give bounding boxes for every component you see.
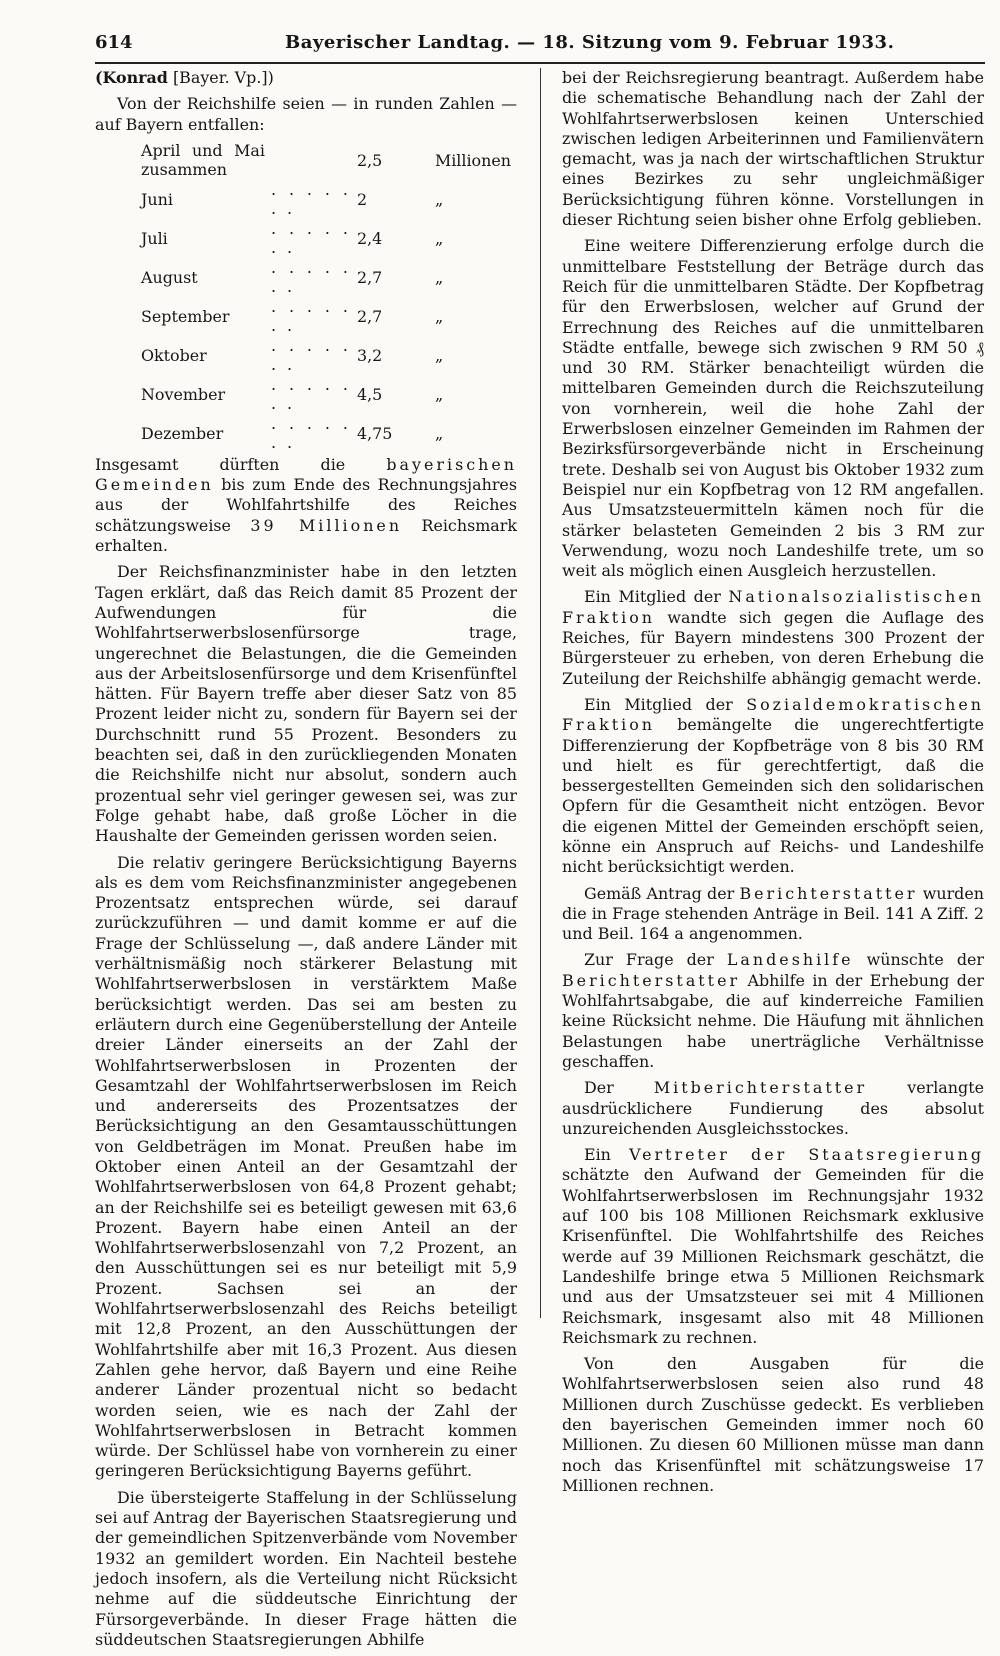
payout-amount: 4,75 bbox=[356, 423, 393, 443]
paragraph-nationalsozialisten: Ein Mitglied der Nationalsozialistischen Fraktion wandte sich gegen die Auflage des Reiches, für Bayern mindestens 300 Prozent der Bürgersteuer zu erheben, von deren Erhebung die Zuteilung der Reichshilfe abhängig gemacht werde. bbox=[562, 587, 984, 688]
right-column bbox=[562, 68, 984, 1502]
payout-month: August bbox=[141, 267, 198, 287]
payout-amount: 2,7 bbox=[356, 267, 383, 287]
payout-unit: „ bbox=[434, 345, 444, 365]
payout-month: April und Mai zusammen bbox=[141, 140, 265, 180]
paragraph-staffelung: Die übersteigerte Staffelung in der Schlüsselung sei auf Antrag der Bayerischen Staatsregierung und der gemeindlichen Spitzenverbände vom November 1932 an gemildert worden. Ein Nachteil bestehe jedoch insofern, als die Verteilung nicht Rücksicht nehme auf die süddeutsche Einrichtung der Fürsorgeverbände. In dieser Frage hätten die süddeutschen Staatsregierungen Abhilfe bbox=[95, 1487, 517, 1649]
page-header bbox=[95, 28, 985, 64]
payout-leader: . . . . . . . bbox=[270, 179, 351, 219]
payout-leader: . . . . . . . bbox=[270, 257, 351, 297]
speaker-party: [Bayer. Vp.]) bbox=[172, 68, 274, 87]
payout-month: Oktober bbox=[141, 345, 207, 365]
payout-row bbox=[141, 375, 517, 414]
paragraph-total: Insgesamt dürften die bayerischen Gemeinden bis zum Ende des Rechnungsjahres aus der Wohlfahrtshilfe des Reiches schätzungsweise 39 Millionen Reichsmark erhalten. bbox=[95, 454, 517, 556]
payout-row bbox=[141, 414, 517, 453]
payout-leader: . . . . . . . bbox=[270, 296, 351, 336]
paragraph-berucksichtigung: Die relativ geringere Berücksichtigung Bayerns als es dem vom Reichsfinanzminister angegebenen Prozentsatz entsprechen würde, sei darauf zurückzuführen — und damit komme er auf die Frage der Schlüsselung —, daß andere Länder mit verhältnismäßig noch stärkerer Belastung mit Wohlfahrtserwerbslosen in verstärktem Maße berücksichtigt werden. Das sei am besten zu erläutern durch eine Gegenüberstellung der Anteile dreier Länder einerseits an der Zahl der Wohlfahrtserwerbslosen in Prozenten der Gesamtzahl der Wohlfahrtserwerbslosen im Reich und andererseits des Prozentsatzes der Berücksichtigung an den Gesamtausschüttungen von Geldbeträgen im Monat. Preußen habe im Oktober einen Anteil an der Gesamtzahl der Wohlfahrtserwerbslosen von 64,8 Prozent gehabt; an der Reichshilfe sei es beteiligt gewesen mit 63,6 Prozent. Bayern habe einen Anteil an der Wohlfahrtserwerbslosenzahl von 7,2 Prozent, an den Ausschüttungen sei es nur beteiligt mit 5,9 Prozent. Sachsen sei an der Wohlfahrtserwerbslosenzahl des Reichs beteiligt mit 12,8 Prozent, an den Ausschüttungen der Wohlfahrtshilfe aber mit 16,3 Prozent. Aus diesen Zahlen gehe hervor, daß Bayern und eine Reihe anderer Länder prozentual nicht so bedacht worden seien, wie es nach der Zahl der Wohlfahrtserwerbslosen in Betracht kommen würde. Der Schlüssel habe von vornherein zu einer geringeren Berücksichtigung Bayerns geführt. bbox=[95, 852, 517, 1481]
payout-leader: . . . . . . . bbox=[270, 335, 351, 375]
payout-row bbox=[141, 180, 517, 219]
running-head: Bayerischer Landtag. — 18. Sitzung vom 9. Februar 1933. bbox=[285, 32, 895, 53]
paragraph-differenzierung: Eine weitere Differenzierung erfolge durch die unmittelbare Feststellung der Beträge durch das Reich für die unmittelbaren Städte. Der Kopfbetrag für den Erwerbslosen, welcher auf Grund der Errechnung des Reiches auf die unmittelbaren Städte entfalle, bewege sich zwischen 9 RM 50 ₰ und 30 RM. Stärker benachteiligt würden die mittelbaren Gemeinden durch die Reichszuteilung von vornherein, weil die hohe Zahl der Erwerbslosen einzelner Gemeinden im Rahmen der Bezirksfürsorgeverbände nicht in Erscheinung trete. Deshalb sei von August bis Oktober 1932 zum Beispiel nur ein Kopfbetrag von 12 RM angefallen. Aus Umsatzsteuermitteln kämen noch für die stärker belasteten Gemeinden 2 bis 3 RM zur Verwendung, wozu noch Landeshilfe trete, um so weit als möglich einen Ausgleich herzustellen. bbox=[562, 236, 984, 581]
paragraph-intro: Von der Reichshilfe seien — in runden Zahlen — auf Bayern entfallen: bbox=[95, 94, 517, 134]
payout-month: November bbox=[141, 384, 226, 404]
payout-month: Juni bbox=[141, 189, 173, 209]
payout-row bbox=[141, 336, 517, 375]
payout-amount: 2,5 bbox=[356, 150, 383, 170]
paragraph-landeshilfe: Zur Frage der Landeshilfe wünschte der Berichterstatter Abhilfe in der Erhebung der Wohlfahrtsabgabe, die auf kinderreiche Familien keine Rücksicht nehme. Die Häufung mit ähnlichen Belastungen habe unerträgliche Verhältnisse geschaffen. bbox=[562, 950, 984, 1071]
paragraph-reichsfinanzminister: Der Reichsfinanzminister habe in den letzten Tagen erklärt, daß das Reich damit 85 Prozent der Aufwendungen für die Wohlfahrtserwerbslosenfürsorge trage, ungerechnet die Belastungen, die die Gemeinden aus der Arbeitslosenfürsorge und dem Krisenfünftel hätten. Für Bayern treffe aber dieser Satz von 85 Prozent leider nicht zu, sondern für Bayern sei der Durchschnitt rund 55 Prozent. Besonders zu beachten sei, daß in den zurückliegenden Monaten die Reichshilfe nicht nur absolut, sondern auch prozentual sehr viel geringer gewesen sei, was zur Folge gehabt habe, daß große Löcher in die Haushalte der Gemeinden gerissen worden seien. bbox=[95, 562, 517, 846]
paragraph-continuation: bei der Reichsregierung beantragt. Außerdem habe die schematische Behandlung nach der Zahl der Wohlfahrtserwerbslosen keinen Unterschied zwischen ledigen Arbeiterinnen und Familienvätern gemacht, was ja nach der wirtschaftlichen Struktur eines Bezirkes zu sehr ungleichmäßiger Berücksichtigung führen könne. Vorstellungen in dieser Richtung seien bisher ohne Erfolg geblieben. bbox=[562, 68, 984, 230]
payout-unit: „ bbox=[434, 384, 444, 404]
payout-amount: 2,7 bbox=[356, 306, 383, 326]
page-number: 614 bbox=[95, 32, 133, 53]
payout-amount: 2 bbox=[356, 189, 368, 209]
paragraph-berichterstatter: Gemäß Antrag der Berichterstatter wurden die in Frage stehenden Anträge in Beil. 141 A Ziff. 2 und Beil. 164 a angenommen. bbox=[562, 883, 984, 944]
payout-month: Juli bbox=[141, 228, 168, 248]
payout-leader: . . . . . . . bbox=[270, 374, 351, 414]
payout-row bbox=[141, 219, 517, 258]
paragraph-ausgaben: Von den Ausgaben für die Wohlfahrtserwerbslosen seien also rund 48 Millionen durch Zuschüsse gedeckt. Es verblieben den bayerischen Gemeinden immer noch 60 Millionen. Zu diesen 60 Millionen müsse man dann noch das Krisenfünftel mit schätzungsweise 17 Millionen rechnen. bbox=[562, 1354, 984, 1495]
payout-unit: „ bbox=[434, 267, 444, 287]
payout-unit: „ bbox=[434, 306, 444, 326]
payout-leader: . . . . . . . bbox=[270, 218, 351, 258]
payout-amount: 3,2 bbox=[356, 345, 383, 365]
payout-month: Dezember bbox=[141, 423, 224, 443]
paragraph-mitberichterstatter: Der Mitberichterstatter verlangte ausdrücklichere Fundierung des absolut unzureichenden Ausgleichsstockes. bbox=[562, 1078, 984, 1138]
payout-leader bbox=[271, 141, 357, 180]
payout-unit: „ bbox=[434, 423, 444, 443]
payout-row bbox=[141, 258, 517, 297]
paragraph-sozialdemokraten: Ein Mitglied der Sozialdemokratischen Fraktion bemängelte die ungerechtfertigte Differenzierung der Kopfbeträge von 8 bis 30 RM und hielt es für gerechtfertigt, daß die bessergestellten Gemeinden sich den solidarischen Opfern für die Gesamtheit nicht entzögen. Bevor die eigenen Mittel der Gemeinden erschöpft seien, könne ein Anspruch auf Reichs- und Landeshilfe nicht berücksichtigt werden. bbox=[562, 694, 984, 877]
payout-row bbox=[141, 297, 517, 336]
payout-month: September bbox=[141, 306, 230, 326]
speaker-name: (Konrad bbox=[95, 68, 168, 87]
payout-unit: Millionen bbox=[434, 150, 511, 170]
payout-row bbox=[141, 141, 517, 180]
payout-amount: 4,5 bbox=[356, 384, 383, 404]
speaker-line bbox=[95, 68, 517, 88]
column-divider bbox=[540, 68, 541, 1318]
paragraph-staatsregierung: Ein Vertreter der Staatsregierung schätzte den Aufwand der Gemeinden für die Wohlfahrtserwerbslosen im Rechnungsjahr 1932 auf 100 bis 108 Millionen Reichsmark exklusive Krisenfünftel. Die Wohlfahrtshilfe des Reiches werde auf 39 Millionen Reichsmark geschätzt, die Landeshilfe bringe etwa 5 Millionen Reichsmark und aus der Umsatzsteuer sei mit 4 Millionen Reichsmark, insgesamt also mit 48 Millionen Reichsmark zu rechnen. bbox=[562, 1145, 984, 1347]
left-column bbox=[95, 68, 517, 1656]
payout-leader: . . . . . . . bbox=[270, 413, 351, 453]
payout-amount: 2,4 bbox=[356, 228, 383, 248]
payout-unit: „ bbox=[434, 228, 444, 248]
payout-table bbox=[141, 141, 517, 453]
payout-unit: „ bbox=[434, 189, 444, 209]
